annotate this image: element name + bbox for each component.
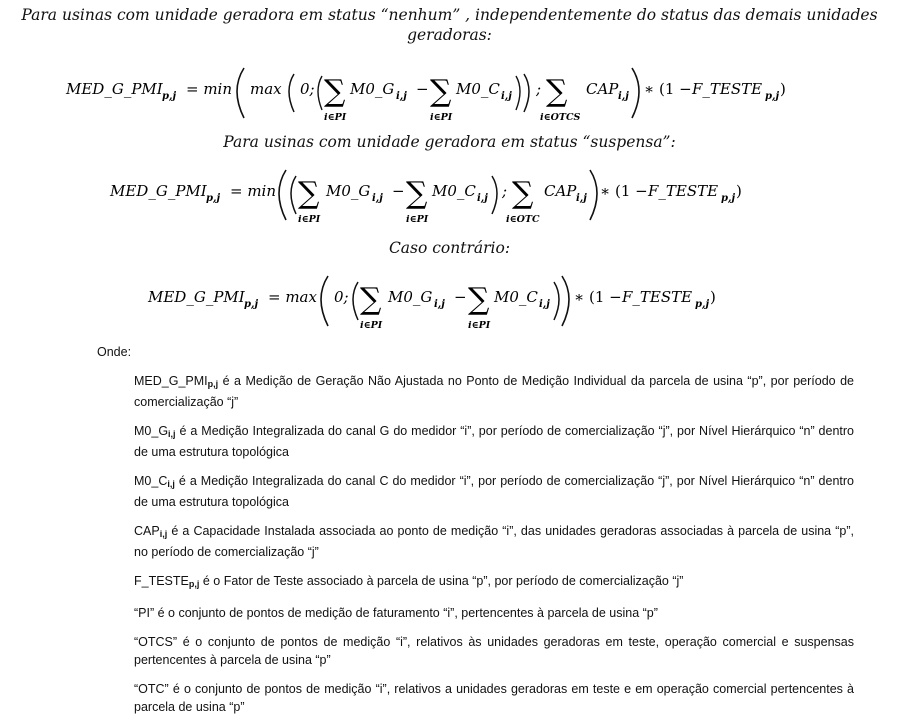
svg-text:p,j: p,j (695, 299, 710, 310)
definition-term: M0_G (134, 424, 169, 438)
svg-text:p,j: p,j (244, 299, 259, 310)
svg-text:F_TESTE: F_TESTE (622, 288, 693, 306)
equation-suspensa-formula (110, 162, 810, 232)
svg-text:= min: = min (230, 182, 277, 200)
svg-text:i,j: i,j (501, 91, 512, 102)
definition-term: F_TESTE (134, 574, 189, 588)
svg-text:i∈PI: i∈PI (406, 214, 429, 225)
definition-text: “OTCS” é o conjunto de pontos de medição “i”, relativos às unidades geradoras em teste, operação comercial e suspensas pertencentes à parcela de usina “p” (134, 635, 854, 667)
svg-text:i,j: i,j (372, 193, 383, 204)
definition-term: M0_C (134, 474, 168, 488)
svg-text:i,j: i,j (477, 193, 488, 204)
svg-text:CAP: CAP (544, 182, 577, 200)
svg-text:i∈PI: i∈PI (468, 320, 491, 331)
definition-subscript: i,j (168, 429, 176, 439)
definition-text: é a Medição Integralizada do canal C do medidor “i”, por período de comercialização “j”, por Nível Hierárquico “n” dentro de uma estrutura topológica (134, 474, 854, 509)
svg-text:−: − (416, 80, 429, 98)
definitions-list (134, 372, 854, 727)
equation-nenhum (66, 60, 846, 130)
definition-subscript: p,j (188, 579, 200, 589)
svg-text:i∈OTC: i∈OTC (506, 214, 540, 225)
definition-med-g-pmi (134, 372, 854, 411)
svg-text:M0_C: M0_C (494, 288, 538, 306)
heading-status-suspensa: Para usinas com unidade geradora em status “suspensa”: (223, 133, 676, 151)
heading-caso-contrario: Caso contrário: (388, 239, 511, 257)
svg-text:∑: ∑ (298, 176, 320, 211)
svg-text:∑: ∑ (406, 176, 428, 211)
svg-text:−: − (454, 288, 467, 306)
svg-text:∗ (1 −: ∗ (1 − (574, 288, 622, 306)
equation-caso-contrario (148, 268, 768, 338)
definition-text: “OTC” é o conjunto de pontos de medição “i”, relativos a unidades geradoras em teste e em operação comercial pertencentes à parcela de usina “p” (134, 682, 854, 714)
svg-text:∑: ∑ (360, 282, 382, 317)
heading-status-nenhum: Para usinas com unidade geradora em status “nenhum” , independentemente do status das demais unidades geradoras: (21, 6, 878, 44)
svg-text:i∈PI: i∈PI (430, 112, 453, 123)
svg-text:F_TESTE: F_TESTE (648, 182, 719, 200)
svg-text:MED_G_PMI: MED_G_PMI (110, 182, 207, 200)
svg-text:p,j: p,j (765, 91, 780, 102)
definition-subscript: i,j (167, 479, 175, 489)
svg-text:0;: 0; (300, 80, 315, 98)
svg-text:): ) (736, 182, 742, 200)
svg-text:M0_G: M0_G (350, 80, 395, 98)
svg-text:): ) (710, 288, 716, 306)
svg-text:p,j: p,j (206, 193, 221, 204)
svg-text:MED_G_PMI: MED_G_PMI (66, 80, 163, 98)
definition-pi (134, 604, 854, 622)
svg-text:i∈PI: i∈PI (298, 214, 321, 225)
svg-text:i,j: i,j (618, 91, 629, 102)
definition-m0-c (134, 472, 854, 511)
svg-text:∗ (1 −: ∗ (1 − (644, 80, 692, 98)
svg-text:M0_G: M0_G (388, 288, 433, 306)
onde-label: Onde: (97, 345, 132, 359)
svg-text:0;: 0; (334, 288, 349, 306)
svg-text:i∈PI: i∈PI (324, 112, 347, 123)
svg-text:∑: ∑ (468, 282, 490, 317)
equation-caso-contrario-formula (148, 268, 768, 338)
svg-text:∑: ∑ (546, 74, 568, 109)
svg-text:∑: ∑ (324, 74, 346, 109)
definition-term: MED_G_PMI (134, 374, 208, 388)
equation-nenhum-formula (66, 60, 846, 130)
svg-text:F_TESTE: F_TESTE (692, 80, 763, 98)
equation-suspensa (110, 162, 810, 232)
svg-text:∗ (1 −: ∗ (1 − (600, 182, 648, 200)
svg-text:MED_G_PMI: MED_G_PMI (148, 288, 245, 306)
definition-otc (134, 680, 854, 716)
svg-text:;: ; (536, 80, 542, 98)
svg-text:i,j: i,j (576, 193, 587, 204)
svg-text:M0_G: M0_G (326, 182, 371, 200)
definition-text: é a Medição de Geração Não Ajustada no Ponto de Medição Individual da parcela de usina “p”, por período de comercialização “j” (134, 374, 854, 409)
definition-text: é a Capacidade Instalada associada ao ponto de medição “i”, das unidades geradoras associadas à parcela de usina “p”, no período de comercialização “j” (134, 524, 854, 559)
svg-text:p,j: p,j (162, 91, 177, 102)
svg-text:i,j: i,j (434, 299, 445, 310)
svg-text:CAP: CAP (586, 80, 619, 98)
definition-term: CAP (134, 524, 160, 538)
svg-text:i∈OTCS: i∈OTCS (540, 112, 581, 123)
svg-text:−: − (392, 182, 405, 200)
svg-text:= min: = min (186, 80, 233, 98)
definition-text: “PI” é o conjunto de pontos de medição de faturamento “i”, pertencentes à parcela de usina “p” (134, 606, 658, 620)
definition-cap (134, 522, 854, 561)
definition-subscript: i,j (159, 529, 168, 539)
svg-text:i,j: i,j (396, 91, 407, 102)
svg-text:∑: ∑ (512, 176, 534, 211)
definition-otcs (134, 633, 854, 669)
svg-text:;: ; (502, 182, 508, 200)
definition-f-teste (134, 572, 854, 593)
svg-text:i∈PI: i∈PI (360, 320, 383, 331)
svg-text:p,j: p,j (721, 193, 736, 204)
svg-text:∑: ∑ (430, 74, 452, 109)
svg-text:M0_C: M0_C (456, 80, 500, 98)
svg-text:): ) (780, 80, 786, 98)
definition-text: é a Medição Integralizada do canal G do medidor “i”, por período de comercialização “j”, por Nível Hierárquico “n” dentro de uma estrutura topológica (134, 424, 854, 459)
svg-text:max: max (250, 80, 282, 98)
svg-text:i,j: i,j (539, 299, 550, 310)
svg-text:M0_C: M0_C (432, 182, 476, 200)
svg-text:= max: = max (268, 288, 317, 306)
definition-text: é o Fator de Teste associado à parcela de usina “p”, por período de comercialização “j” (199, 574, 684, 588)
definition-subscript: p,j (207, 379, 219, 389)
definition-m0-g (134, 422, 854, 461)
